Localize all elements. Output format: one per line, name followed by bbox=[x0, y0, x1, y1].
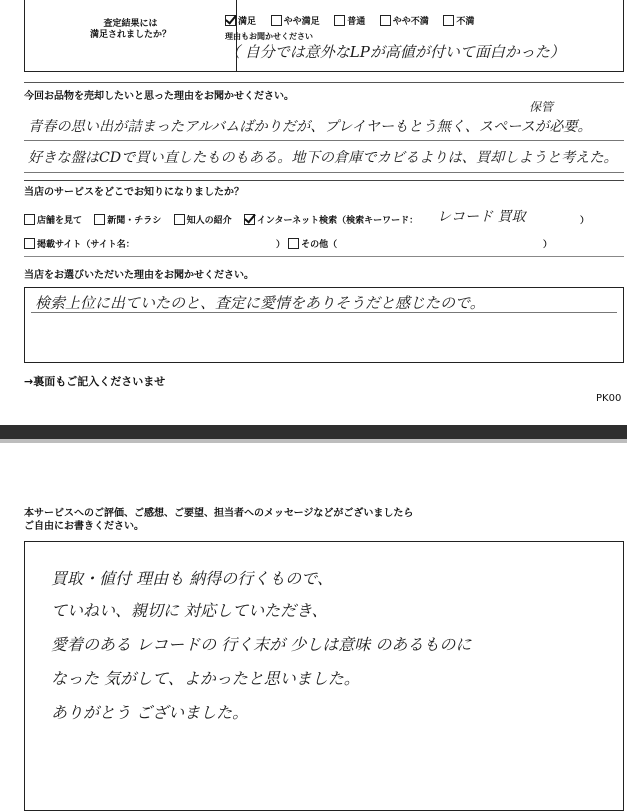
checkbox-icon[interactable] bbox=[174, 214, 185, 225]
divider bbox=[24, 82, 624, 83]
comment-line: なった 気がして、よかったと思いました。 bbox=[51, 669, 360, 688]
checkbox-icon[interactable] bbox=[380, 15, 391, 26]
option-store: 店舗を見て bbox=[37, 216, 83, 226]
discovery-row-2 bbox=[24, 237, 135, 250]
choose-reason-answer-box[interactable] bbox=[24, 287, 624, 363]
checkbox-icon[interactable] bbox=[443, 15, 454, 26]
form-code: PK00 bbox=[596, 393, 622, 404]
comments-answer-box[interactable] bbox=[24, 541, 624, 811]
divider bbox=[24, 180, 624, 181]
sell-reason-answer-area[interactable] bbox=[24, 100, 624, 168]
option-somewhat-dissatisfied[interactable]: やや不満 bbox=[380, 17, 429, 27]
option-internet: インターネット検索（検索キーワード： bbox=[256, 216, 419, 226]
comments-question: 本サービスへのご評価、ご感想、ご要望、担当者へのメッセージなどがございましたら ご自由にお書きください。 bbox=[24, 508, 414, 532]
page-gap bbox=[0, 425, 627, 439]
option-newspaper: 新聞・チラシ bbox=[107, 216, 162, 226]
discovery-row-1 bbox=[24, 213, 418, 226]
checkbox-icon[interactable] bbox=[288, 238, 299, 249]
option-somewhat-satisfied[interactable]: やや満足 bbox=[271, 17, 320, 27]
option-friend: 知人の紹介 bbox=[186, 216, 232, 226]
checkbox-icon[interactable] bbox=[94, 214, 105, 225]
checkbox-checked-icon[interactable] bbox=[225, 15, 236, 26]
satisfaction-options bbox=[225, 9, 483, 28]
option-site: 掲載サイト（サイト名： bbox=[37, 240, 135, 250]
checkbox-icon[interactable] bbox=[24, 238, 35, 249]
checkbox-icon[interactable] bbox=[334, 15, 345, 26]
sell-reason-line: 好きな盤はCDで買い直したものもある。地下の倉庫でカビるよりは、買却しようと考えた。 bbox=[28, 150, 618, 166]
correction-note: 保管 bbox=[529, 100, 554, 114]
writing-line bbox=[24, 172, 624, 173]
comment-line: 愛着のある レコードの 行く末が 少しは意味 のあるものに bbox=[51, 635, 472, 654]
checkbox-icon[interactable] bbox=[24, 214, 35, 225]
search-keyword[interactable]: レコード 買取 bbox=[437, 209, 526, 225]
satisfaction-box bbox=[24, 0, 624, 72]
checkbox-icon[interactable] bbox=[271, 15, 282, 26]
page-gap-edge bbox=[0, 439, 627, 443]
discovery-row-2b: ） その他（ bbox=[276, 240, 338, 250]
close-paren: ） bbox=[543, 240, 553, 250]
divider bbox=[24, 256, 624, 257]
sell-reason-line: 青春の思い出が詰まったアルバムばかりだが、プレイヤーもとう無く、スペースが必要。 bbox=[28, 119, 592, 135]
back-note: →裏面もご記入くださいませ bbox=[24, 375, 166, 388]
option-dissatisfied[interactable]: 不満 bbox=[443, 17, 474, 27]
satisfaction-question: 査定結果には 満足されましたか？ bbox=[89, 19, 171, 40]
option-other: その他（ bbox=[301, 240, 338, 250]
reason-answer[interactable]: （ 自分では意外なLPが高値が付いて面白かった） bbox=[225, 43, 565, 61]
choose-reason-answer: 検索上位に出ていたのと、査定に愛情をありそうだと感じたので。 bbox=[35, 294, 485, 312]
sell-reason-question: 今回お品物を売却したいと思った理由をお聞かせください。 bbox=[24, 91, 294, 102]
comment-line: ていねい、親切に 対応していただき、 bbox=[51, 601, 328, 620]
choose-reason-question: 当店をお選びいただいた理由をお聞かせください。 bbox=[24, 270, 254, 281]
option-neutral[interactable]: 普通 bbox=[334, 17, 365, 27]
writing-line bbox=[24, 140, 624, 141]
reason-label: 理由もお聞かせください bbox=[225, 32, 313, 41]
comment-line: 買取・値付 理由も 納得の行くもので、 bbox=[51, 569, 333, 588]
discovery-question: 当店のサービスをどこでお知りになりましたか？ bbox=[24, 187, 244, 198]
close-paren: ） bbox=[580, 216, 590, 226]
checkbox-checked-icon[interactable] bbox=[244, 214, 255, 225]
comment-line: ありがとう ございました。 bbox=[51, 703, 249, 722]
option-satisfied[interactable]: 満足 bbox=[225, 17, 256, 27]
